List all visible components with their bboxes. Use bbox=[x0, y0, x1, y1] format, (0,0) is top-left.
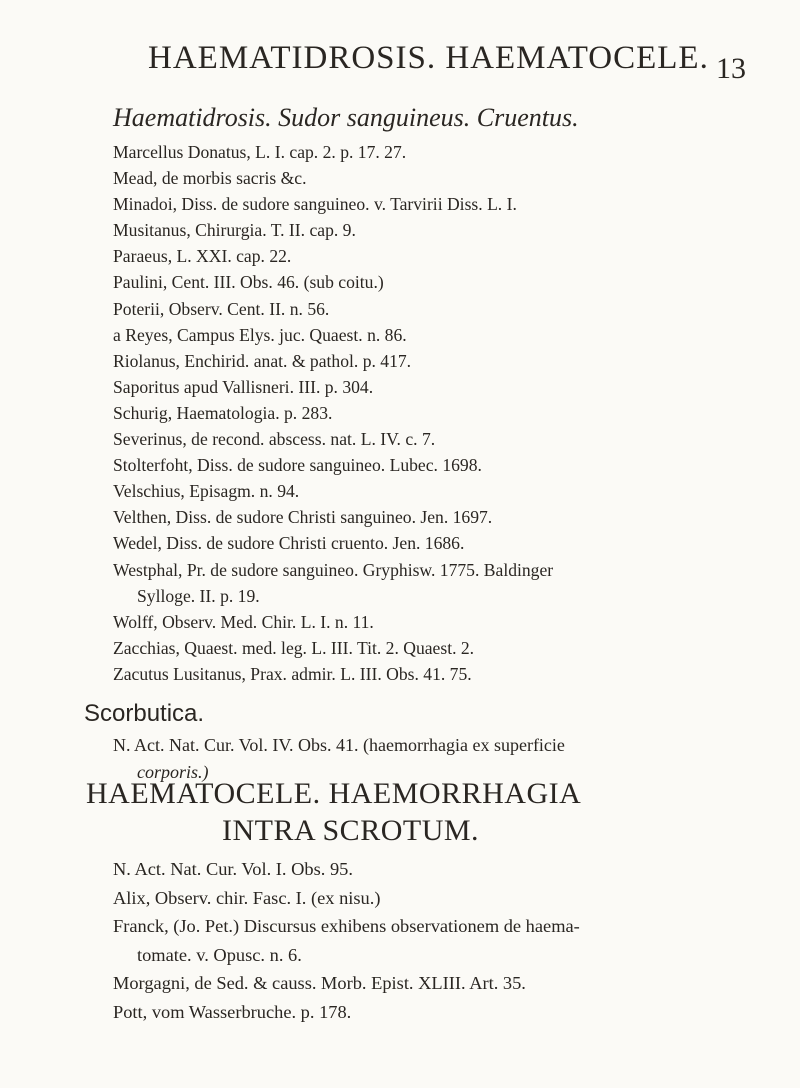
section-subtitle-intra-scrotum: INTRA SCROTUM. bbox=[222, 814, 480, 847]
list-item: Schurig, Haematologia. p. 283. bbox=[113, 402, 333, 423]
list-item: Franck, (Jo. Pet.) Discursus exhibens observationem de haema- bbox=[113, 916, 580, 937]
list-item: Pott, vom Wasserbruche. p. 178. bbox=[113, 1001, 352, 1022]
list-item: Westphal, Pr. de sudore sanguineo. Gryphisw. 1775. Baldinger bbox=[113, 559, 554, 580]
continuation-text: corporis.) bbox=[137, 762, 209, 782]
list-item: Mead, de morbis sacris &c. bbox=[113, 168, 307, 189]
list-item: Wedel, Diss. de sudore Christi cruento. Jen. 1686. bbox=[113, 533, 465, 554]
list-item: Zacchias, Quaest. med. leg. L. III. Tit. 2. Quaest. 2. bbox=[113, 637, 475, 658]
list-item: Riolanus, Enchirid. anat. & pathol. p. 417. bbox=[113, 350, 412, 371]
list-item: Alix, Observ. chir. Fasc. I. (ex nisu.) bbox=[113, 887, 381, 908]
section-title-haematidrosis: Haematidrosis. Sudor sanguineus. Cruentus. bbox=[113, 103, 579, 132]
list-item: N. Act. Nat. Cur. Vol. I. Obs. 95. bbox=[113, 859, 353, 879]
list-item: Stolterfoht, Diss. de sudore sanguineo. Lubec. 1698. bbox=[113, 455, 482, 476]
list-item: Wolff, Observ. Med. Chir. L. I. n. 11. bbox=[113, 611, 374, 632]
list-item: Paraeus, L. XXI. cap. 22. bbox=[113, 246, 292, 267]
running-head: HAEMATIDROSIS. HAEMATOCELE. bbox=[148, 40, 709, 76]
haematidrosis-entries bbox=[113, 139, 793, 687]
list-item: Velschius, Episagm. n. 94. bbox=[113, 481, 300, 502]
list-item: Velthen, Diss. de sudore Christi sanguineo. Jen. 1697. bbox=[113, 507, 493, 528]
list-item: Paulini, Cent. III. Obs. 46. (sub coitu.) bbox=[113, 272, 384, 293]
section-title-scorbutica: Scorbutica. bbox=[84, 700, 205, 727]
list-item: Severinus, de recond. abscess. nat. L. IV. c. 7. bbox=[113, 429, 436, 450]
list-item-continuation bbox=[113, 941, 793, 970]
list-item: a Reyes, Campus Elys. juc. Quaest. n. 86. bbox=[113, 324, 407, 345]
list-item: Morgagni, de Sed. & causs. Morb. Epist. XLIII. Art. 35. bbox=[113, 973, 526, 994]
section-title-haematocele: HAEMATOCELE. HAEMORRHAGIA bbox=[86, 777, 582, 810]
list-item: Minadoi, Diss. de sudore sanguineo. v. Tarvirii Diss. L. I. bbox=[113, 194, 517, 215]
list-item-continuation bbox=[113, 583, 793, 609]
haematocele-entries bbox=[113, 855, 793, 1027]
continuation-text: tomate. v. Opusc. n. 6. bbox=[137, 944, 302, 965]
list-item: Saporitus apud Vallisneri. III. p. 304. bbox=[113, 376, 374, 397]
list-item: Poterii, Observ. Cent. II. n. 56. bbox=[113, 298, 330, 319]
list-item: Musitanus, Chirurgia. T. II. cap. 9. bbox=[113, 220, 356, 241]
list-item: Marcellus Donatus, L. I. cap. 2. p. 17. 27. bbox=[113, 142, 407, 162]
continuation-text: Sylloge. II. p. 19. bbox=[137, 585, 260, 606]
list-item: N. Act. Nat. Cur. Vol. IV. Obs. 41. (haemorrhagia ex superficie bbox=[113, 735, 565, 755]
page-number: 13 bbox=[716, 52, 746, 85]
list-item: Zacutus Lusitanus, Prax. admir. L. III. Obs. 41. 75. bbox=[113, 663, 472, 684]
